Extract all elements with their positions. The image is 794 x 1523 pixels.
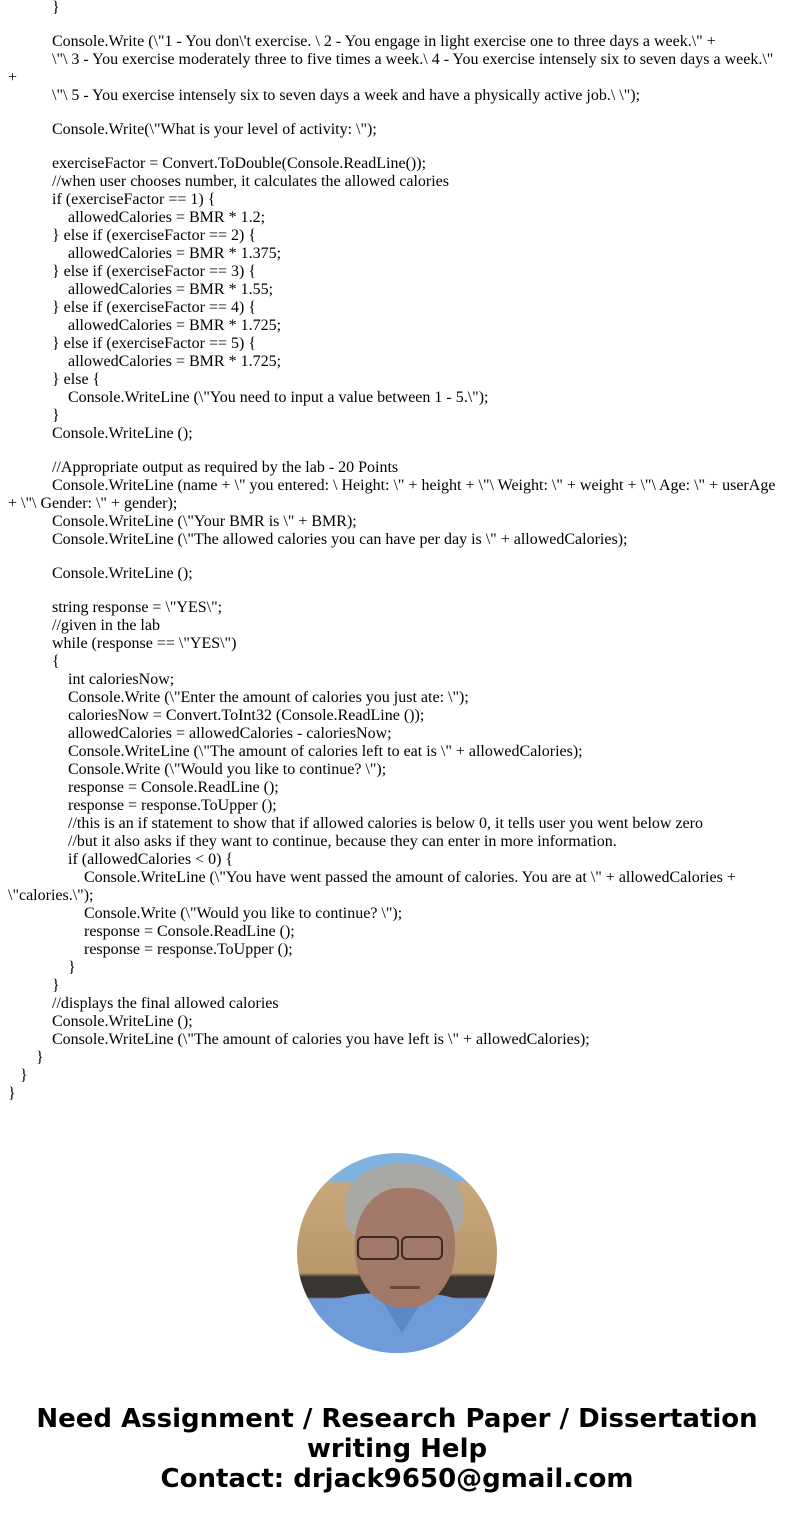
code-line: Console.Write (\"1 - You don\'t exercise. \ 2 - You engage in light exercise one to three days a week.\" + (52, 33, 716, 50)
code-line: Console.WriteLine (\"The amount of calories left to eat is \" + allowedCalories); (68, 743, 583, 760)
code-line: allowedCalories = BMR * 1.55; (68, 281, 274, 298)
code-line: //but it also asks if they want to continue, because they can enter in more information. (68, 833, 617, 850)
code-line: int caloriesNow; (68, 671, 175, 688)
author-photo (297, 1153, 497, 1353)
code-line: } (52, 0, 60, 16)
blank-line (0, 17, 794, 33)
code-line: allowedCalories = BMR * 1.2; (68, 209, 266, 226)
code-line: Console.Write (\"Enter the amount of calories you just ate: \"); (68, 689, 469, 706)
code-line: + (8, 69, 18, 86)
code-line: allowedCalories = BMR * 1.725; (68, 353, 282, 370)
code-line: Console.WriteLine (\"You have went passed the amount of calories. You are at \" + allowedCalories + (84, 869, 736, 886)
code-line: //displays the final allowed calories (52, 995, 279, 1012)
code-line: } (36, 1049, 44, 1066)
code-line: \"\ 3 - You exercise moderately three to five times a week.\ 4 - You exercise intensely six to seven days a week.\" (52, 51, 774, 68)
code-line: } (52, 407, 60, 424)
banner-line-1: Need Assignment / Research Paper / Dissertation (36, 1404, 758, 1434)
code-line: if (allowedCalories < 0) { (68, 851, 234, 868)
blank-line (0, 139, 794, 155)
code-line: } (20, 1067, 28, 1084)
code-line: response = response.ToUpper (); (84, 941, 293, 958)
code-line: allowedCalories = allowedCalories - caloriesNow; (68, 725, 392, 742)
code-line: Console.WriteLine (name + \" you entered: \ Height: \" + height + \"\ Weight: \" + weight + \"\ Age: \" + userAge (52, 477, 776, 494)
code-line: } else if (exerciseFactor == 2) { (52, 227, 256, 244)
code-line: string response = \"YES\"; (52, 599, 223, 616)
banner-line-2: writing Help (306, 1434, 488, 1464)
code-line: while (response == \"YES\") (52, 635, 237, 652)
code-line: //this is an if statement to show that if allowed calories is below 0, it tells user you went below zero (68, 815, 703, 832)
code-line: Console.Write(\"What is your level of activity: \"); (52, 121, 377, 138)
code-line: Console.Write (\"Would you like to continue? \"); (68, 761, 387, 778)
code-line: + \"\ Gender: \" + gender); (8, 495, 178, 512)
code-line: } (52, 977, 60, 994)
blank-line (0, 443, 794, 459)
code-line: response = Console.ReadLine (); (84, 923, 295, 940)
blank-line (0, 549, 794, 565)
code-line: response = response.ToUpper (); (68, 797, 277, 814)
code-line: Console.WriteLine (); (52, 1013, 193, 1030)
code-line: caloriesNow = Convert.ToInt32 (Console.ReadLine ()); (68, 707, 425, 724)
code-line: } (68, 959, 76, 976)
code-line: Console.WriteLine (\"The allowed calories you can have per day is \" + allowedCalories); (52, 531, 628, 548)
code-line: allowedCalories = BMR * 1.375; (68, 245, 282, 262)
blank-line (0, 583, 794, 599)
code-line: Console.WriteLine (\"You need to input a value between 1 - 5.\"); (68, 389, 489, 406)
code-line: } else if (exerciseFactor == 5) { (52, 335, 256, 352)
blank-line (0, 105, 794, 121)
code-line: Console.WriteLine (); (52, 565, 193, 582)
code-line: \"calories.\"); (8, 887, 94, 904)
code-line: Console.WriteLine (\"The amount of calories you have left is \" + allowedCalories); (52, 1031, 590, 1048)
code-line: //given in the lab (52, 617, 160, 634)
code-line: } else { (52, 371, 101, 388)
code-line: Console.WriteLine (\"Your BMR is \" + BMR); (52, 513, 357, 530)
code-line: exerciseFactor = Convert.ToDouble(Console.ReadLine()); (52, 155, 427, 172)
code-line: Console.WriteLine (); (52, 425, 193, 442)
code-line: //Appropriate output as required by the lab - 20 Points (52, 459, 399, 476)
code-line: //when user chooses number, it calculates the allowed calories (52, 173, 449, 190)
code-line: } else if (exerciseFactor == 4) { (52, 299, 256, 316)
code-line: response = Console.ReadLine (); (68, 779, 279, 796)
code-line: \"\ 5 - You exercise intensely six to seven days a week and have a physically active job.\ \"); (52, 87, 641, 104)
code-line: allowedCalories = BMR * 1.725; (68, 317, 282, 334)
code-line: } else if (exerciseFactor == 3) { (52, 263, 256, 280)
code-line: } (8, 1085, 16, 1102)
contact-banner (0, 1404, 794, 1494)
banner-contact-email: Contact: drjack9650@gmail.com (160, 1464, 634, 1494)
code-line: if (exerciseFactor == 1) { (52, 191, 216, 208)
code-line: Console.Write (\"Would you like to continue? \"); (84, 905, 403, 922)
code-line: { (52, 653, 60, 670)
